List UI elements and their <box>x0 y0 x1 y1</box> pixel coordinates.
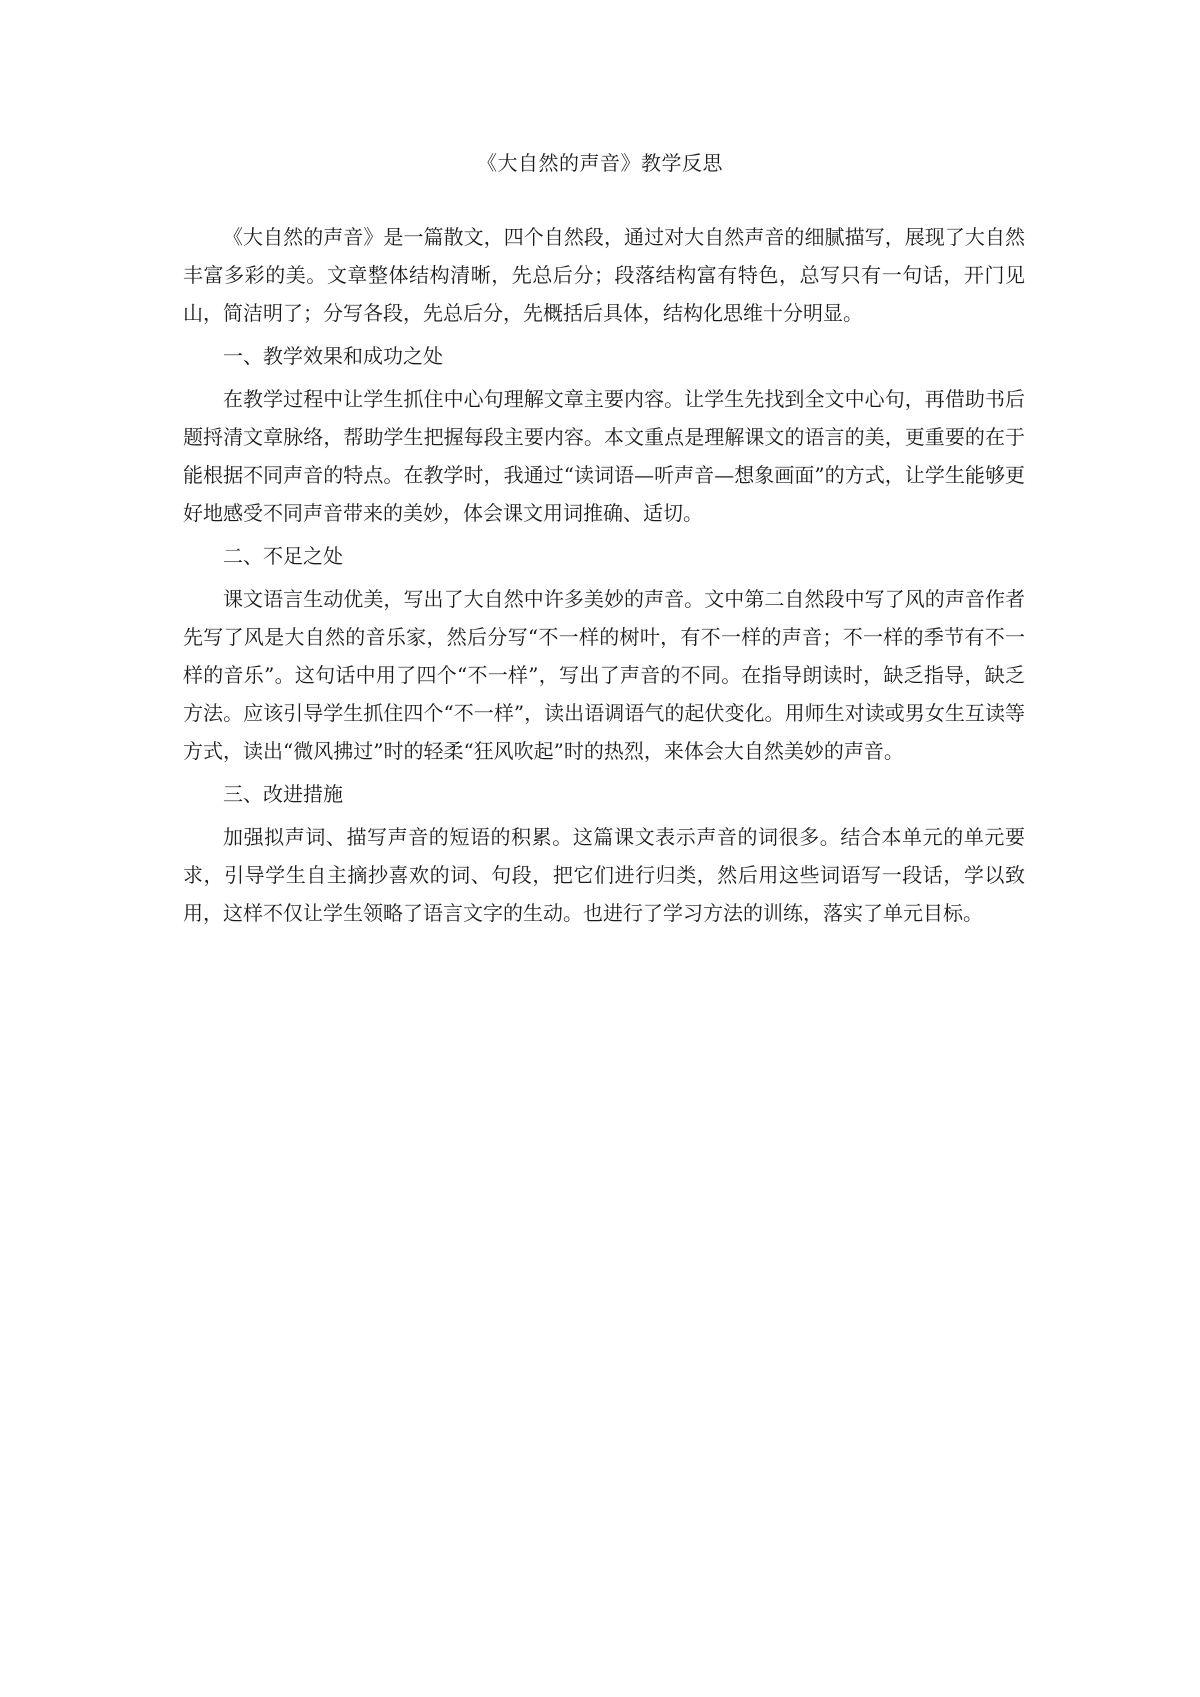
document-body <box>183 218 1025 932</box>
section-paragraph-teaching-effect: 在教学过程中让学生抓住中心句理解文章主要内容。让学生先找到全文中心句，再借助书后题捋清文章脉络，帮助学生把握每段主要内容。本文重点是理解课文的语言的美，更重要的在于能根据不同声音的特点。在教学时，我通过“读词语—听声音—想象画面”的方式，让学生能够更好地感受不同声音带来的美妙，体会课文用词推确、适切。 <box>183 387 1025 525</box>
section-heading-improvements: 三、改进措施 <box>223 782 343 806</box>
intro-paragraph: 《大自然的声音》是一篇散文，四个自然段，通过对大自然声音的细腻描写，展现了大自然丰富多彩的美。文章整体结构清晰，先总后分；段落结构富有特色，总写只有一句话，开门见山，简洁明了；分写各段，先总后分，先概括后具体，结构化思维十分明显。 <box>183 225 1025 325</box>
section-heading-teaching-effect: 一、教学效果和成功之处 <box>223 344 443 368</box>
section-paragraph-shortcomings: 课文语言生动优美，写出了大自然中许多美妙的声音。文中第二自然段中写了风的声音作者先写了风是大自然的音乐家，然后分写“不一样的树叶，有不一样的声音；不一样的季节有不一样的音乐”。这句话中用了四个“不一样”，写出了声音的不同。在指导朗读时，缺乏指导，缺乏方法。应该引导学生抓住四个“不一样”，读出语调语气的起伏变化。用师生对读或男女生互读等方式，读出“微风拂过”时的轻柔“狂风吹起”时的热烈，来体会大自然美妙的声音。 <box>183 587 1025 763</box>
section-heading-shortcomings: 二、不足之处 <box>223 544 343 568</box>
document-title: 《大自然的声音》教学反思 <box>477 151 723 175</box>
section-paragraph-improvements: 加强拟声词、描写声音的短语的积累。这篇课文表示声音的词很多。结合本单元的单元要求，引导学生自主摘抄喜欢的词、句段，把它们进行归类，然后用这些词语写一段话，学以致用，这样不仅让学生领略了语言文字的生动。也进行了学习方法的训练，落实了单元目标。 <box>183 825 1025 925</box>
